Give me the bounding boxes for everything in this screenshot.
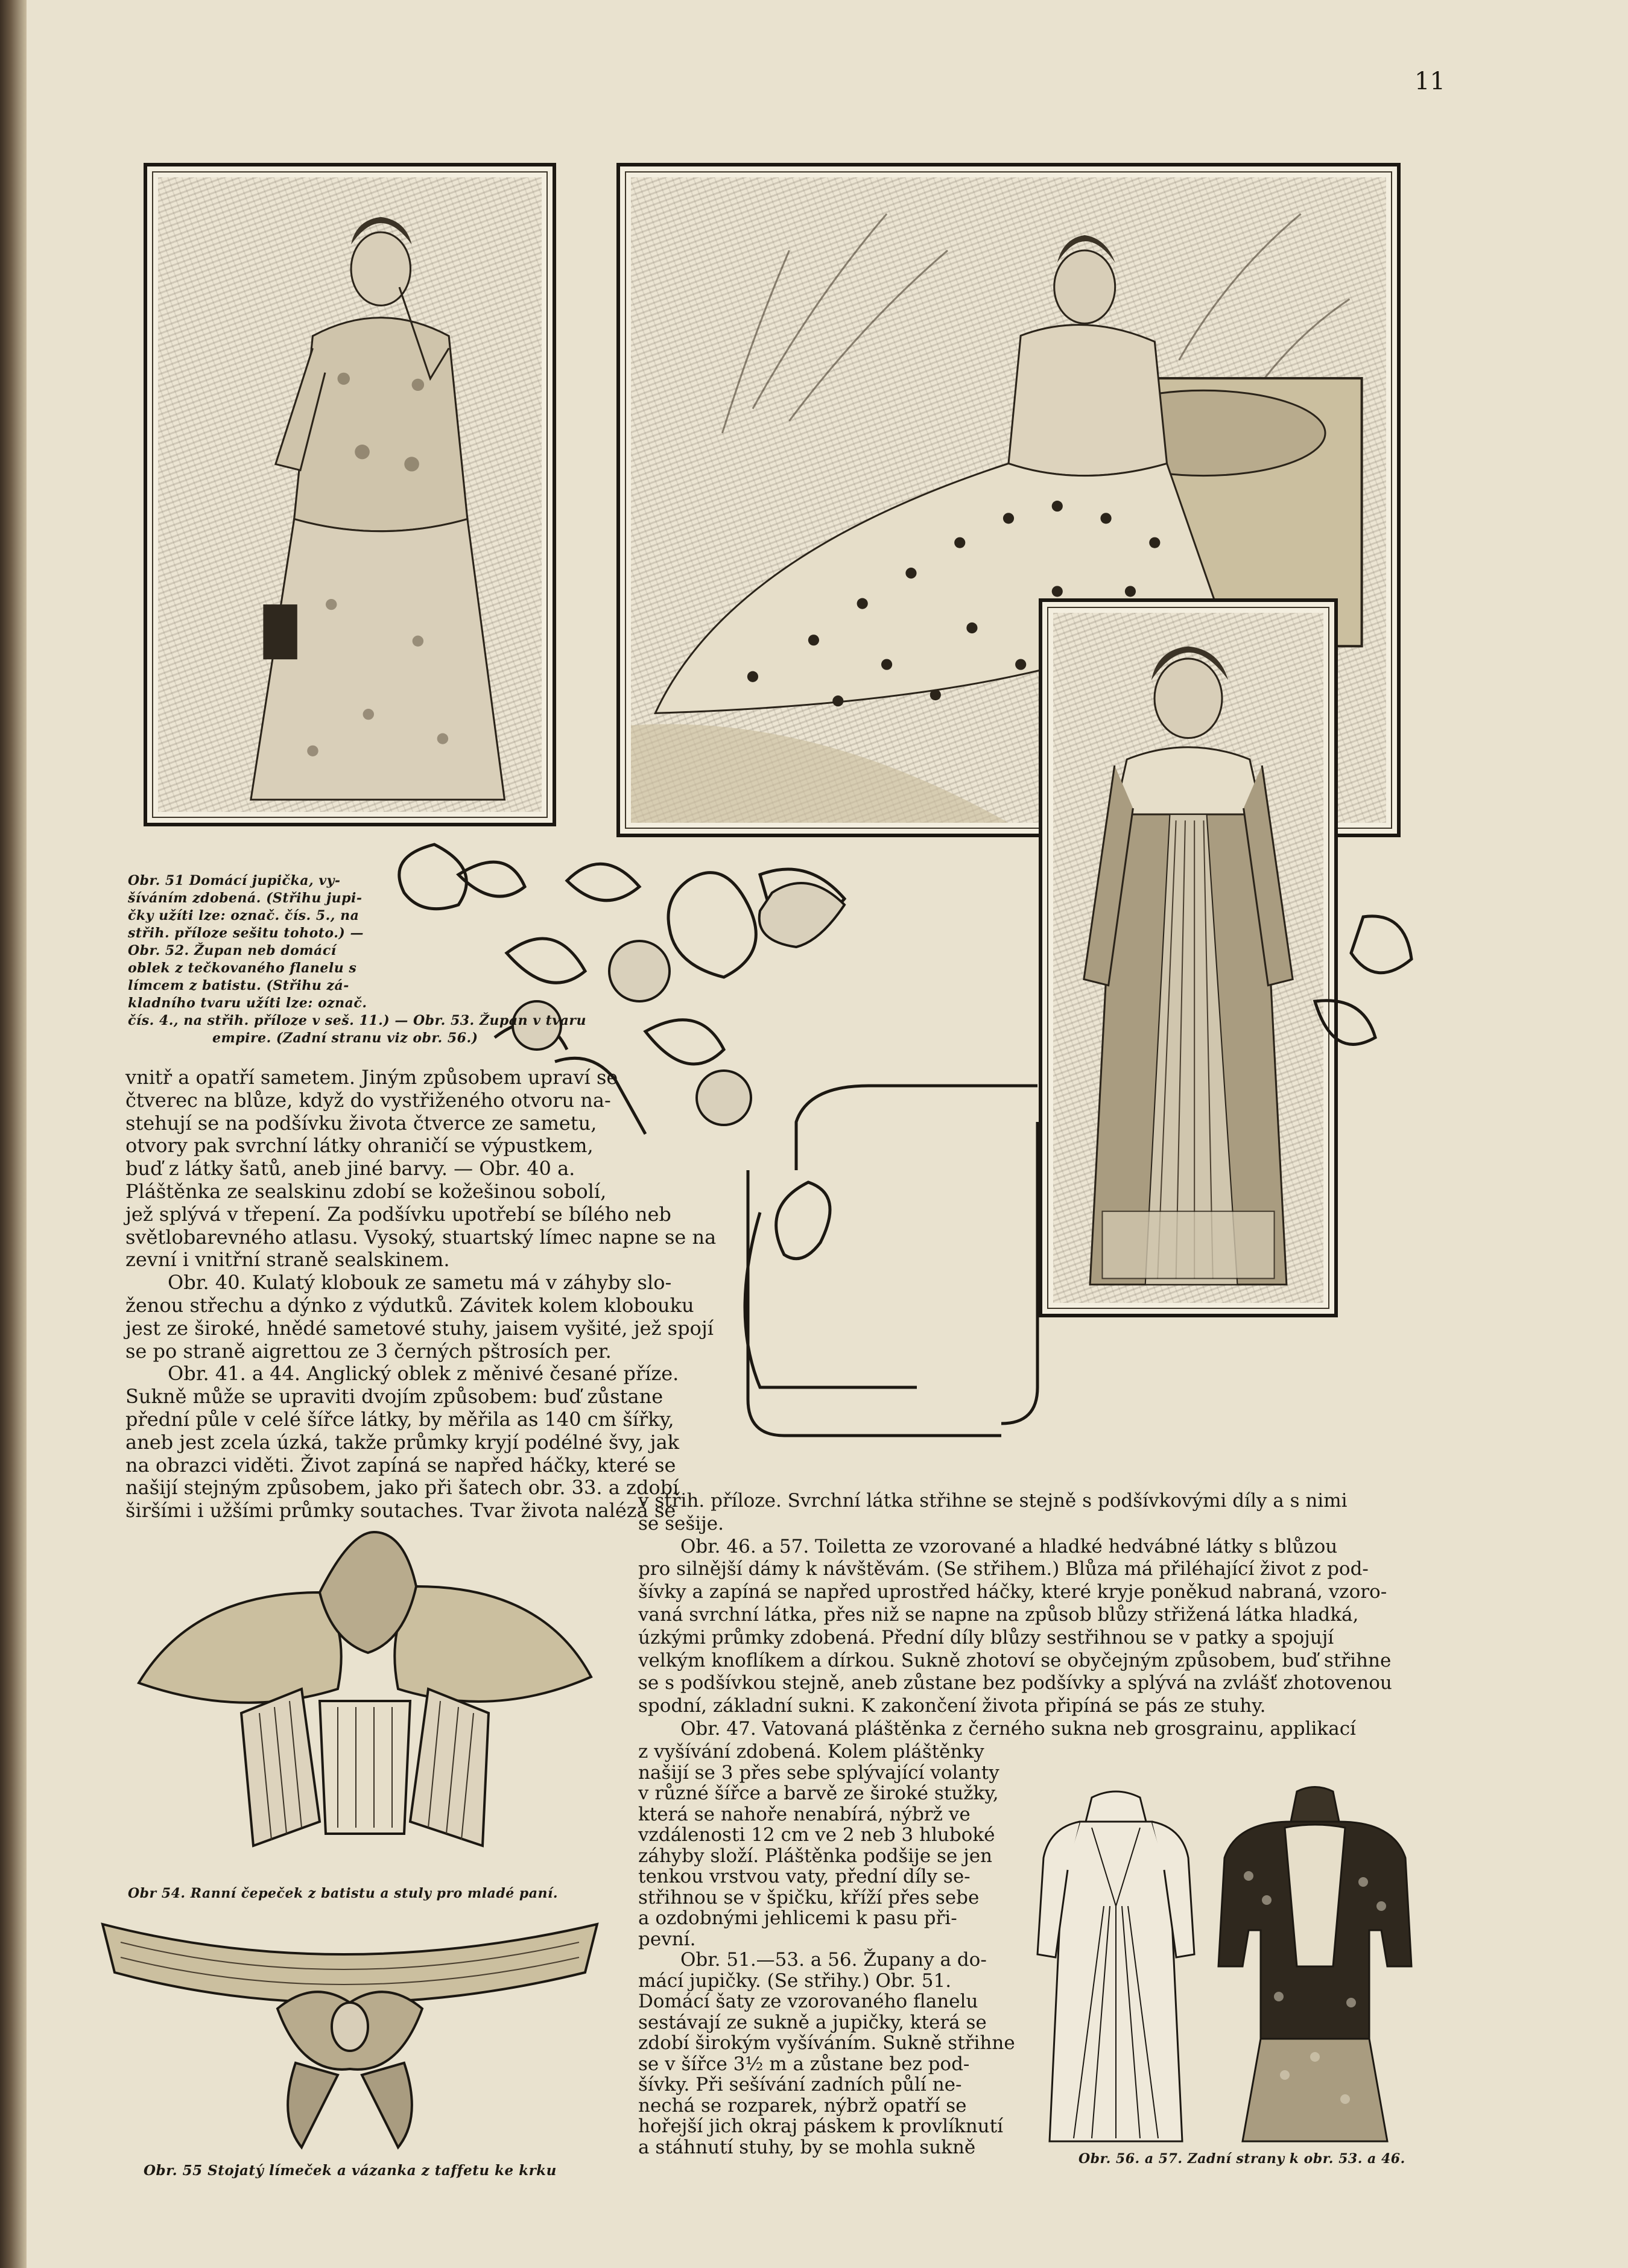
- text-line: a ozdobnými jehlicemi k pasu při-: [638, 1907, 957, 1929]
- text-line: se sešije.: [638, 1512, 724, 1535]
- text-line: našijí se 3 přes sebe splývající volanty: [638, 1761, 999, 1784]
- caption-line: límcem z batistu. (Střihu zá-: [128, 978, 349, 993]
- text-line: Obr. 41. a 44. Anglický oblek z měnivé česané příze.: [168, 1362, 679, 1386]
- text-line: pro silnější dámy k návštěvám. (Se střihem.) Blůza má přiléhající život z pod-: [638, 1558, 1369, 1580]
- text-line: jež splývá v třepení. Za podšívku upotřebí se bílého neb: [125, 1202, 671, 1226]
- caption-line: Obr. 52. Župan neb domácí: [128, 943, 337, 958]
- text-line: která se nahoře nenabírá, nýbrž ve: [638, 1803, 971, 1825]
- text-line: mácí jupičky. (Se střihy.) Obr. 51.: [638, 1969, 952, 1992]
- text-line: z vyšívání zdobená. Kolem pláštěnky: [638, 1741, 984, 1763]
- text-line: tenkou vrstvou vaty, přední díly se-: [638, 1866, 971, 1887]
- text-line: v různé šířce a barvě ze široké stužky,: [638, 1782, 999, 1804]
- text-line: vnitř a opatří sametem. Jiným způsobem upraví se: [125, 1066, 618, 1089]
- caption-line: střih. příloze sešitu tohoto.) —: [128, 925, 364, 941]
- text-line: čtverec na blůze, když do vystřiženého otvoru na-: [125, 1088, 611, 1112]
- text-line: širšími i užšími průmky soutaches. Tvar života nalézá se: [125, 1499, 676, 1522]
- text-line: aneb jest zcela úzká, takže průmky kryjí podélné švy, jak: [125, 1430, 680, 1454]
- text-line: Sukně může se upraviti dvojím způsobem: buď zůstane: [125, 1385, 664, 1408]
- text-line: střihnou se v špičku, kříží přes sebe: [638, 1886, 980, 1908]
- text-line: přední půle v celé šířce látky, by měřila as 140 cm šířky,: [125, 1407, 674, 1431]
- text-line: spodní, základní sukni. K zakončení života připíná se pás ze stuhy.: [638, 1695, 1266, 1717]
- caption-line: oblek z tečkovaného flanelu s: [128, 960, 357, 976]
- text-line: se s podšívkou stejně, aneb zůstane bez podšívky a splývá na zvlášť zhotovenou: [638, 1672, 1392, 1694]
- fig56-illustration: [1025, 1785, 1206, 2147]
- fig55-caption: Obr. 55 Stojatý límeček a vázanka z taffetu ke krku: [144, 2162, 557, 2179]
- text-line: vaná svrchní látka, přes niž se napne na způsob blůzy střižená látka hladká,: [638, 1603, 1359, 1626]
- text-line: šívky a zapíná se napřed uprostřed háčky, které kryje poněkud nabraná, vzoro-: [638, 1581, 1387, 1603]
- text-line: Obr. 46. a 57. Toiletta ze vzorované a hladké hedvábné látky s blůzou: [680, 1535, 1338, 1557]
- text-line: úzkými průmky zdobená. Přední díly blůzy sestřihnou se v patky a spojují: [638, 1626, 1334, 1649]
- book-spine-shadow: [0, 0, 27, 2268]
- caption-line: čís. 4., na střih. příloze v seš. 11.) — Obr. 53. Župan v tvaru: [128, 1013, 586, 1028]
- text-line: záhyby složí. Pláštěnka podšije se jen: [638, 1845, 993, 1867]
- text-line: Obr. 51.—53. a 56. Župany a do-: [680, 1949, 987, 1971]
- text-line: šívky. Při sešívání zadních půlí ne-: [638, 2074, 962, 2095]
- text-line: sestávají ze sukně a jupičky, která se: [638, 2011, 987, 2033]
- fig51-engraving: [158, 177, 542, 812]
- text-line: Domácí šaty ze vzorovaného flanelu: [638, 1991, 978, 2012]
- lady-in-embroidered-jacket-icon: [158, 177, 542, 812]
- text-line: zdobí širokým vyšíváním. Sukně střihne: [638, 2032, 1015, 2054]
- text-line: Obr. 47. Vatovaná pláštěnka z černého sukna neb grosgrainu, applikací: [680, 1717, 1356, 1740]
- text-line: pevní.: [638, 1928, 696, 1950]
- text-line: a stáhnutí stuhy, by se mohla sukně: [638, 2136, 976, 2158]
- fig55-illustration: [97, 1906, 603, 2159]
- caption-line: empire. (Zadní stranu viz obr. 56.): [212, 1030, 478, 1046]
- text-line: stehují se na podšívku života čtverce ze sametu,: [125, 1111, 597, 1135]
- fig54-illustration: [121, 1520, 615, 1894]
- page-number: 11: [1414, 68, 1445, 95]
- text-line: se po straně aigrettou ze 3 černých pštrosích per.: [125, 1339, 612, 1363]
- text-line: buď z látky šatů, aneb jiné barvy. — Obr. 40 a.: [125, 1157, 575, 1180]
- body-text-right-full: [638, 1490, 1452, 1741]
- text-line: velkým knoflíkem a dírkou. Sukně zhotoví se obyčejným způsobem, buď střihne: [638, 1649, 1392, 1671]
- fig56-57-caption: Obr. 56. a 57. Zadní strany k obr. 53. a 46.: [1078, 2151, 1405, 2167]
- body-text-right-narrow: [638, 1741, 1016, 2158]
- text-line: Obr. 40. Kulatý klobouk ze sametu má v záhyby slo-: [168, 1271, 672, 1294]
- fig57-illustration: [1212, 1785, 1417, 2147]
- text-line: světlobarevného atlasu. Vysoký, stuartský límec napne se na: [125, 1225, 717, 1249]
- text-line: zevní i vnitřní straně sealskinem.: [125, 1248, 450, 1272]
- caption-line: čky užíti lze: označ. čís. 5., na: [128, 908, 359, 923]
- text-line: vzdálenosti 12 cm ve 2 neb 3 hluboké: [638, 1824, 995, 1846]
- text-line: na obrazci viděti. Život zapíná se napřed háčky, které se: [125, 1453, 676, 1477]
- caption-line: kladního tvaru užíti lze: označ.: [128, 995, 367, 1011]
- text-line: jest ze široké, hnědé sametové stuhy, jaisem vyšité, jež spojí: [125, 1316, 714, 1340]
- text-line: Pláštěnka ze sealskinu zdobí se kožešinou sobolí,: [125, 1179, 607, 1203]
- text-line: otvory pak svrchní látky ohraničí se výpustkem,: [125, 1134, 594, 1158]
- caption-line: šíváním zdobená. (Střihu jupi-: [128, 890, 363, 906]
- body-text-left: [125, 1066, 741, 1522]
- text-line: v střih. příloze. Svrchní látka střihne se stejně s podšívkovými díly a s nimi: [638, 1490, 1348, 1512]
- text-line: se v šířce 3½ m a zůstane bez pod-: [638, 2053, 970, 2075]
- text-line: hořejší jich okraj páskem k provlíknutí: [638, 2115, 1004, 2137]
- figure-caption-top: [128, 872, 622, 1047]
- text-line: našijí stejným způsobem, jako při šatech obr. 33. a zdobí: [125, 1476, 679, 1500]
- text-line: ženou střechu a dýnko z výdutků. Závitek kolem klobouku: [125, 1293, 694, 1317]
- fig54-caption: Obr 54. Ranní čepeček z batistu a stuly pro mladé paní.: [128, 1886, 559, 1901]
- fig51-frame: [144, 163, 556, 826]
- caption-line: Obr. 51 Domácí jupička, vy-: [128, 873, 341, 889]
- text-line: nechá se rozparek, nýbrž opatří se: [638, 2094, 967, 2117]
